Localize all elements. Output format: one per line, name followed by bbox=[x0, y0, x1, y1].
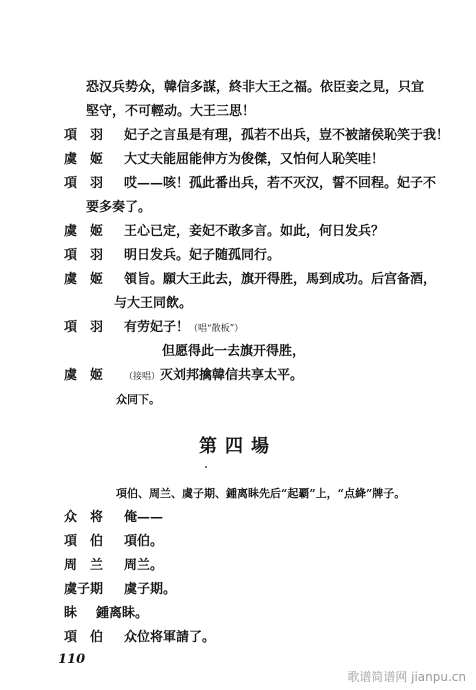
speaker-name: 虞 姬 bbox=[64, 152, 104, 167]
dialogue-line-text: 恐汉兵势众，韓信多謀，終非大王之福。依臣妾之見，只宜 bbox=[86, 80, 425, 95]
dialogue-line-text: 堅守，不可輕动。大王三思！ bbox=[86, 104, 256, 119]
speaker-name: 虞 姬 bbox=[64, 224, 104, 239]
dialogue-line-text: 要多奏了。 bbox=[86, 200, 152, 215]
speaker-name: 項 羽 bbox=[64, 128, 104, 143]
dialogue-line-text: 妃子之言虽是有理，孤若不出兵，豈不被諸侯恥笑于我！ bbox=[124, 128, 450, 143]
dialogue-line-text: 領旨。願大王此去，旗开得胜，馬到成功。后宫备酒， bbox=[124, 272, 437, 287]
dialogue-line-text: 与大王同飲。 bbox=[114, 296, 193, 311]
dialogue-text: 灭刘邦擒韓信共享太平。 bbox=[160, 368, 304, 383]
speaker-name: 項 伯 bbox=[64, 534, 104, 549]
sung-line-text: 但愿得此一去旗开得胜， bbox=[162, 344, 306, 359]
dialogue-line-text bbox=[124, 368, 303, 385]
dialogue-text: 有劳妃子！ bbox=[124, 320, 190, 335]
dialogue-line-text: 王心已定，妾妃不敢多言。如此，何日发兵？ bbox=[124, 224, 385, 239]
dialogue-line-text: 項伯。 bbox=[124, 534, 164, 549]
site-watermark: 歌谱简谱网 jianpu.cn bbox=[347, 670, 466, 684]
speaker-name: 周 兰 bbox=[64, 558, 104, 573]
dialogue-line-text: 哎——咳！孤此番出兵，若不灭汉，誓不回程。妃子不 bbox=[124, 176, 437, 191]
dialogue-line-text: 明日发兵。妃子随孤同行。 bbox=[124, 248, 281, 263]
speaker-name: 項 羽 bbox=[64, 320, 104, 335]
scene-title: 第四場 bbox=[199, 436, 277, 457]
page-number: 110 bbox=[58, 652, 86, 667]
speaker-name: 項 伯 bbox=[64, 630, 104, 645]
stage-direction: 項伯、周兰、虞子期、鍾离眛先后“起覇”上，“点絳”牌子。 bbox=[116, 487, 406, 500]
dialogue-line-text: 周兰。 bbox=[124, 558, 164, 573]
speaker-name: 众 将 bbox=[64, 510, 104, 525]
dialogue-line-text: 众位将軍請了。 bbox=[124, 630, 216, 645]
dialogue-line-text: 大丈夫能屈能伸方为俊傑，又怕何人恥笑哇！ bbox=[124, 152, 385, 167]
singing-direction: （接唱） bbox=[124, 372, 161, 382]
dialogue-line-text bbox=[124, 320, 243, 337]
speaker-name: 項 羽 bbox=[64, 248, 104, 263]
speaker-name: 虞 姬 bbox=[64, 272, 104, 287]
speaker-name: 眛 bbox=[64, 606, 78, 621]
dialogue-line-text: 鍾离眛。 bbox=[96, 606, 149, 621]
speaker-name: 項 羽 bbox=[64, 176, 104, 191]
print-speck bbox=[205, 466, 207, 468]
dialogue-line-text: 虞子期。 bbox=[124, 582, 177, 597]
speaker-name: 虞 姬 bbox=[64, 368, 104, 383]
dialogue-line-text: 俺—— bbox=[124, 510, 164, 525]
singing-direction: （唱“散板”） bbox=[189, 324, 244, 334]
exit-direction: 众同下。 bbox=[116, 393, 160, 406]
speaker-name: 虞子期 bbox=[64, 582, 104, 597]
